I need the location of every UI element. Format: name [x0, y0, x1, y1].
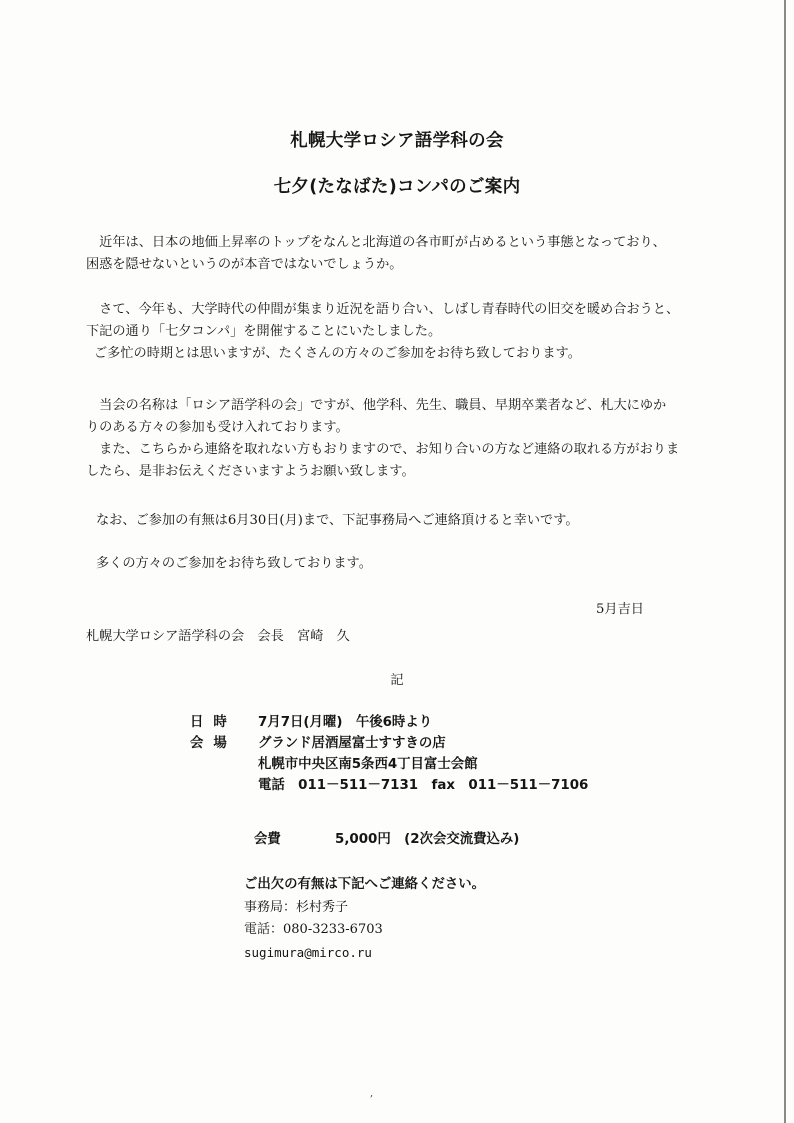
datetime-row — [190, 712, 710, 733]
venue-address-row — [190, 754, 710, 775]
paragraph-closing: 多くの方々のご参加をお待ち致しております。 — [96, 556, 372, 571]
datetime-label: 日時 — [190, 715, 237, 730]
venue-name: グランド居酒屋富士すすきの店 — [258, 736, 446, 751]
text-line: りのある方々の参加も受け入れております。 — [86, 420, 349, 435]
paragraph-intro — [86, 232, 726, 276]
org-title: 札幌大学ロシア語学科の会 — [290, 131, 504, 151]
contact-email: sugimura@mirco.ru — [244, 944, 372, 960]
scan-page-edge — [784, 0, 786, 1123]
fee-value: 5,000円 (2次会交流費込み) — [335, 832, 520, 847]
venue-phone-row — [190, 775, 710, 796]
event-details — [190, 712, 710, 796]
signature: 札幌大学ロシア語学科の会 会長 宮崎 久 — [86, 629, 350, 644]
fee-row — [254, 828, 520, 847]
paragraph-announcement — [86, 299, 726, 365]
paragraph-membership — [86, 395, 726, 483]
contact-block — [244, 874, 485, 964]
datetime-value: 7月7日(月曜) 午後6時より — [258, 715, 433, 730]
event-title: 七夕(たなばた)コンパのご案内 — [273, 177, 521, 197]
venue-label: 会場 — [190, 736, 237, 751]
text-line: 下記の通り「七夕コンパ」を開催することにいたしました。 — [86, 324, 442, 339]
text-line: 近年は、日本の地価上昇率のトップをなんと北海道の各市町が占めるという事態となっており、 — [86, 235, 666, 250]
venue-address: 札幌市中央区南5条西4丁目富士会館 — [258, 757, 478, 772]
venue-row — [190, 733, 710, 754]
paragraph-rsvp: なお、ご参加の有無は6月30日(月)まで、下記事務局へご連絡頂けると幸いです。 — [96, 513, 579, 528]
text-line: ご多忙の時期とは思いますが、たくさんの方々のご参加をお待ち致しております。 — [94, 346, 581, 361]
contact-phone: 電話：080-3233-6703 — [244, 922, 383, 937]
text-line: さて、今年も、大学時代の仲間が集まり近況を語り合い、しばし青春時代の旧交を暖め合おうと、 — [86, 302, 680, 317]
venue-phone: 電話 011－511－7131 fax 011－511－7106 — [258, 778, 589, 793]
scan-speck: , — [370, 1088, 374, 1099]
document-date: 5月吉日 — [596, 602, 644, 617]
contact-heading: ご出欠の有無は下記へご連絡ください。 — [244, 877, 486, 892]
text-line: 困惑を隠せないというのが本音ではないでしょうか。 — [86, 257, 403, 272]
ki-heading: 記 — [390, 673, 404, 688]
text-line: 当会の名称は「ロシア語学科の会」ですが、他学科、先生、職員、早期卒業者など、札大にゆか — [86, 398, 667, 413]
text-line: また、こちらから連絡を取れない方もおりますので、お知り合いの方など連絡の取れる方がおりま — [86, 442, 680, 457]
contact-office: 事務局：杉村秀子 — [244, 899, 349, 915]
fee-label: 会費 — [254, 832, 281, 847]
text-line: したら、是非お伝えくださいますようお願い致します。 — [86, 464, 415, 479]
